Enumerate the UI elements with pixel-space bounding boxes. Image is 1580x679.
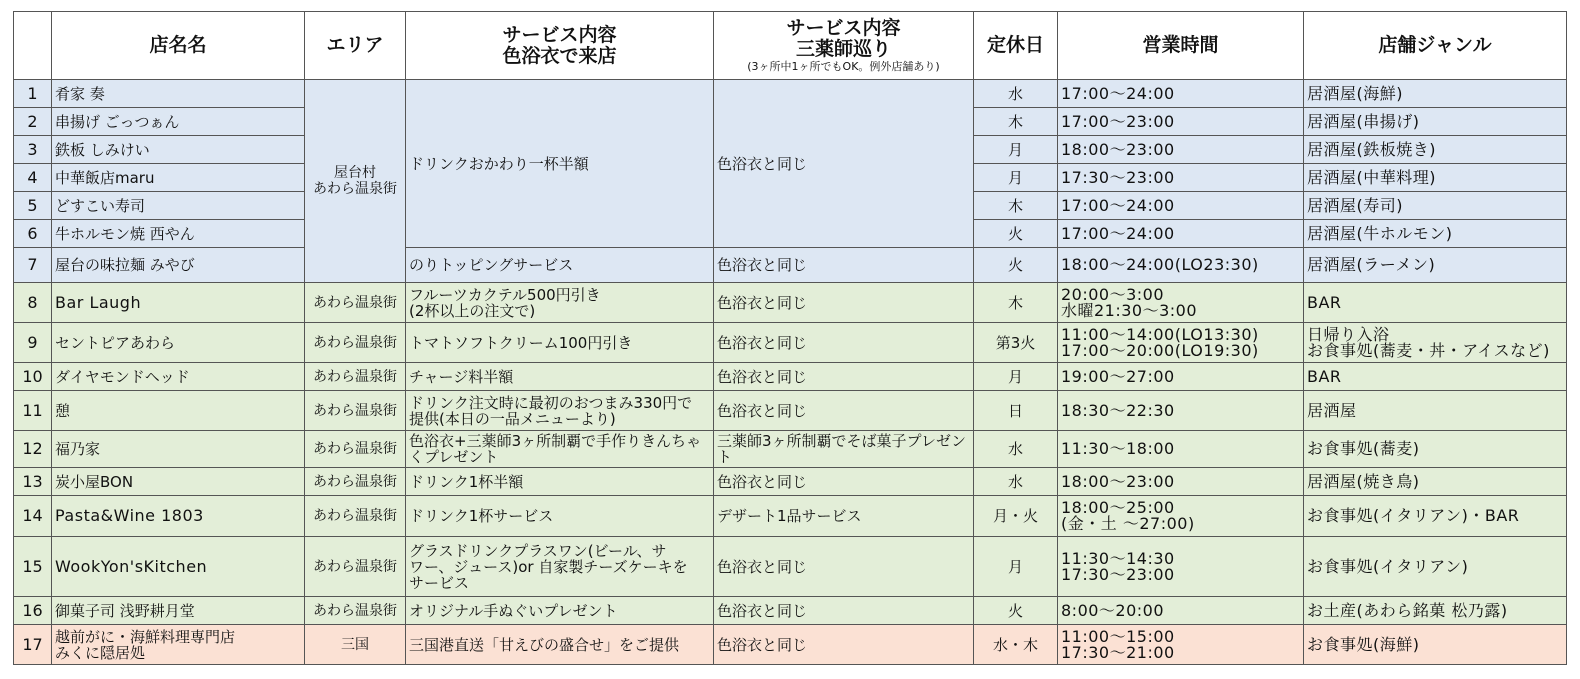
service-sanyakushi: 色浴衣と同じ <box>714 323 974 363</box>
service-yukata-yatai: ドリンクおかわり一杯半額 <box>406 80 714 248</box>
business-hours-line2: 17:00～20:00(LO19:30) <box>1061 340 1259 360</box>
store-genre: 居酒屋(中華料理) <box>1304 164 1567 192</box>
area: あわら温泉街 <box>305 431 406 468</box>
row-number: 2 <box>14 108 52 136</box>
store-name: 炭小屋BON <box>52 468 305 496</box>
area-yatai-line1: 屋台村 <box>334 165 376 181</box>
service-sanyakushi: デザート1品サービス <box>714 496 974 537</box>
store-genre-line2: お食事処(蕎麦・丼・アイスなど) <box>1307 340 1550 360</box>
closed-day: 水・木 <box>974 625 1058 665</box>
closed-day: 水 <box>974 80 1058 108</box>
business-hours-line1: 11:00～14:00(LO13:30) <box>1061 324 1259 344</box>
header-service-sanyakushi <box>714 12 974 80</box>
service-sanyakushi: 色浴衣と同じ <box>714 537 974 597</box>
closed-day: 木 <box>974 192 1058 220</box>
area: あわら温泉街 <box>305 496 406 537</box>
closed-day: 月 <box>974 537 1058 597</box>
store-name <box>52 625 305 665</box>
business-hours: 18:00～23:00 <box>1058 136 1304 164</box>
area: あわら温泉街 <box>305 597 406 625</box>
table-row <box>14 248 1567 283</box>
store-name: 肴家 奏 <box>52 80 305 108</box>
business-hours-line2: (金・土 ～27:00) <box>1061 514 1195 533</box>
store-genre: お土産(あわら銘菓 松乃露) <box>1304 597 1567 625</box>
closed-day: 月・火 <box>974 496 1058 537</box>
business-hours: 18:30～22:30 <box>1058 391 1304 431</box>
header-closed: 定休日 <box>974 12 1058 80</box>
store-list-table-wrapper <box>13 11 1567 665</box>
header-service-yukata <box>406 12 714 80</box>
service-sanyakushi: 色浴衣と同じ <box>714 468 974 496</box>
header-area: エリア <box>305 12 406 80</box>
table-row <box>14 283 1567 323</box>
closed-day: 火 <box>974 597 1058 625</box>
store-name: Bar Laugh <box>52 283 305 323</box>
store-genre: 居酒屋(ラーメン) <box>1304 248 1567 283</box>
business-hours: 18:00～23:00 <box>1058 468 1304 496</box>
business-hours: 17:00～24:00 <box>1058 80 1304 108</box>
store-name: 鉄板 しみけい <box>52 136 305 164</box>
row-number: 14 <box>14 496 52 537</box>
area: あわら温泉街 <box>305 323 406 363</box>
store-genre-line1: 日帰り入浴 <box>1307 324 1390 344</box>
service-sanyakushi-yatai: 色浴衣と同じ <box>714 80 974 248</box>
business-hours: 19:00～27:00 <box>1058 363 1304 391</box>
service-sanyakushi: 色浴衣と同じ <box>714 363 974 391</box>
row-number: 1 <box>14 80 52 108</box>
header-service-sanyakushi-line2: 三薬師巡り <box>795 38 891 60</box>
store-name: 串揚げ ごっつぁん <box>52 108 305 136</box>
business-hours: 17:00～23:00 <box>1058 108 1304 136</box>
service-sanyakushi: 色浴衣と同じ <box>714 625 974 665</box>
closed-day: 月 <box>974 136 1058 164</box>
closed-day: 水 <box>974 431 1058 468</box>
table-row <box>14 625 1567 665</box>
business-hours-line1: 11:00～15:00 <box>1061 626 1175 646</box>
table-row <box>14 431 1567 468</box>
business-hours: 17:00～24:00 <box>1058 220 1304 248</box>
business-hours-line1: 20:00～3:00 <box>1061 284 1165 304</box>
table-row <box>14 468 1567 496</box>
row-number: 7 <box>14 248 52 283</box>
business-hours: 17:30～23:00 <box>1058 164 1304 192</box>
service-sanyakushi: 色浴衣と同じ <box>714 248 974 283</box>
service-sanyakushi: 色浴衣と同じ <box>714 597 974 625</box>
area: あわら温泉街 <box>305 391 406 431</box>
closed-day: 第3火 <box>974 323 1058 363</box>
table-row <box>14 363 1567 391</box>
header-number-cell <box>14 12 52 80</box>
store-genre: 居酒屋(寿司) <box>1304 192 1567 220</box>
service-yukata-line2: くプレゼント <box>409 448 499 466</box>
service-yukata: オリジナル手ぬぐいプレゼント <box>406 597 714 625</box>
business-hours: 8:00～20:00 <box>1058 597 1304 625</box>
row-number: 17 <box>14 625 52 665</box>
store-genre <box>1304 323 1567 363</box>
business-hours-line2: 17:30～21:00 <box>1061 642 1175 662</box>
store-list-table <box>13 11 1567 665</box>
store-name: 福乃家 <box>52 431 305 468</box>
store-name: セントピアあわら <box>52 323 305 363</box>
service-yukata-line3: サービス <box>409 573 470 592</box>
closed-day: 日 <box>974 391 1058 431</box>
table-row <box>14 391 1567 431</box>
business-hours <box>1058 496 1304 537</box>
table-row <box>14 323 1567 363</box>
area-yatai-line2: あわら温泉街 <box>313 181 397 197</box>
service-yukata-line2: ワー、ジュース)or 自家製チーズケーキを <box>409 557 688 576</box>
business-hours: 18:00～24:00(LO23:30) <box>1058 248 1304 283</box>
service-yukata: トマトソフトクリーム100円引き <box>406 323 714 363</box>
service-sanyakushi-line2: ト <box>717 448 733 466</box>
service-yukata-line2: (2杯以上の注文で) <box>409 301 536 320</box>
header-service-yukata-line2: 色浴衣で来店 <box>502 44 617 67</box>
store-name: 屋台の味拉麺 みやび <box>52 248 305 283</box>
header-service-sanyakushi-note: (3ヶ所中1ヶ所でもOK。例外店舗あり) <box>747 60 940 73</box>
row-number: 10 <box>14 363 52 391</box>
area-yatai-group <box>305 80 406 283</box>
service-yukata-line1: ドリンク注文時に最初のおつまみ330円で <box>409 393 693 412</box>
table-row <box>14 496 1567 537</box>
store-name: WookYon'sKitchen <box>52 537 305 597</box>
row-number: 4 <box>14 164 52 192</box>
service-yukata: ドリンク1杯サービス <box>406 496 714 537</box>
row-number: 6 <box>14 220 52 248</box>
closed-day: 木 <box>974 108 1058 136</box>
header-service-yukata-line1: サービス内容 <box>502 23 617 46</box>
store-genre: お食事処(海鮮) <box>1304 625 1567 665</box>
area: あわら温泉街 <box>305 283 406 323</box>
service-sanyakushi <box>714 431 974 468</box>
store-genre: 居酒屋(鉄板焼き) <box>1304 136 1567 164</box>
store-genre: お食事処(蕎麦) <box>1304 431 1567 468</box>
table-row <box>14 597 1567 625</box>
store-genre: BAR <box>1304 283 1567 323</box>
store-name: どすこい寿司 <box>52 192 305 220</box>
row-number: 12 <box>14 431 52 468</box>
row-number: 13 <box>14 468 52 496</box>
service-sanyakushi: 色浴衣と同じ <box>714 283 974 323</box>
closed-day: 月 <box>974 363 1058 391</box>
store-name-line1: 越前がに・海鮮料理専門店 <box>55 627 236 646</box>
business-hours-line1: 18:00～25:00 <box>1061 498 1175 517</box>
row-number: 9 <box>14 323 52 363</box>
header-hours: 営業時間 <box>1058 12 1304 80</box>
store-name: 御菓子司 浅野耕月堂 <box>52 597 305 625</box>
store-genre: お食事処(イタリアン) <box>1304 537 1567 597</box>
service-sanyakushi-line1: 三薬師3ヶ所制覇でそば菓子プレゼン <box>717 432 966 450</box>
service-yukata <box>406 431 714 468</box>
store-genre: BAR <box>1304 363 1567 391</box>
closed-day: 月 <box>974 164 1058 192</box>
business-hours <box>1058 323 1304 363</box>
service-yukata: チャージ料半額 <box>406 363 714 391</box>
business-hours-line2: 水曜21:30～3:00 <box>1061 300 1198 320</box>
store-name: 牛ホルモン焼 西やん <box>52 220 305 248</box>
store-genre: 居酒屋(牛ホルモン) <box>1304 220 1567 248</box>
business-hours-line1: 11:30～14:30 <box>1061 548 1175 568</box>
service-yukata-line1: フルーツカクテル500円引き <box>409 285 601 304</box>
service-yukata: のりトッピングサービス <box>406 248 714 283</box>
store-name: 憩 <box>52 391 305 431</box>
row-number: 15 <box>14 537 52 597</box>
store-name-line2: みくに隠居処 <box>55 643 146 662</box>
closed-day: 火 <box>974 220 1058 248</box>
service-yukata-line1: 色浴衣+三薬師3ヶ所制覇で手作りきんちゃ <box>409 432 702 450</box>
row-number: 16 <box>14 597 52 625</box>
closed-day: 水 <box>974 468 1058 496</box>
table-row <box>14 537 1567 597</box>
row-number: 11 <box>14 391 52 431</box>
business-hours <box>1058 625 1304 665</box>
service-yukata <box>406 537 714 597</box>
area: 三国 <box>305 625 406 665</box>
area: あわら温泉街 <box>305 363 406 391</box>
store-name: Pasta&Wine 1803 <box>52 496 305 537</box>
store-genre: 居酒屋(串揚げ) <box>1304 108 1567 136</box>
table-row <box>14 80 1567 108</box>
header-row <box>14 12 1567 80</box>
business-hours <box>1058 283 1304 323</box>
service-yukata-line1: グラスドリンクプラスワン(ビール、サ <box>409 541 667 560</box>
row-number: 8 <box>14 283 52 323</box>
service-yukata: 三国港直送「甘えびの盛合せ」をご提供 <box>406 625 714 665</box>
store-name: ダイヤモンドヘッド <box>52 363 305 391</box>
closed-day: 火 <box>974 248 1058 283</box>
header-genre: 店舗ジャンル <box>1304 12 1567 80</box>
closed-day: 木 <box>974 283 1058 323</box>
service-yukata-line2: 提供(本日の一品メニューより) <box>409 409 616 428</box>
service-sanyakushi: 色浴衣と同じ <box>714 391 974 431</box>
business-hours: 11:30～18:00 <box>1058 431 1304 468</box>
store-genre: 居酒屋 <box>1304 391 1567 431</box>
business-hours: 17:00～24:00 <box>1058 192 1304 220</box>
store-genre: 居酒屋(焼き鳥) <box>1304 468 1567 496</box>
row-number: 5 <box>14 192 52 220</box>
store-genre: 居酒屋(海鮮) <box>1304 80 1567 108</box>
business-hours-line2: 17:30～23:00 <box>1061 564 1175 584</box>
area: あわら温泉街 <box>305 537 406 597</box>
area: あわら温泉街 <box>305 468 406 496</box>
header-service-sanyakushi-line1: サービス内容 <box>786 17 901 39</box>
service-yukata <box>406 391 714 431</box>
store-name: 中華飯店maru <box>52 164 305 192</box>
business-hours <box>1058 537 1304 597</box>
service-yukata <box>406 283 714 323</box>
service-yukata: ドリンク1杯半額 <box>406 468 714 496</box>
header-name: 店名名 <box>52 12 305 80</box>
row-number: 3 <box>14 136 52 164</box>
store-genre: お食事処(イタリアン)・BAR <box>1304 496 1567 537</box>
